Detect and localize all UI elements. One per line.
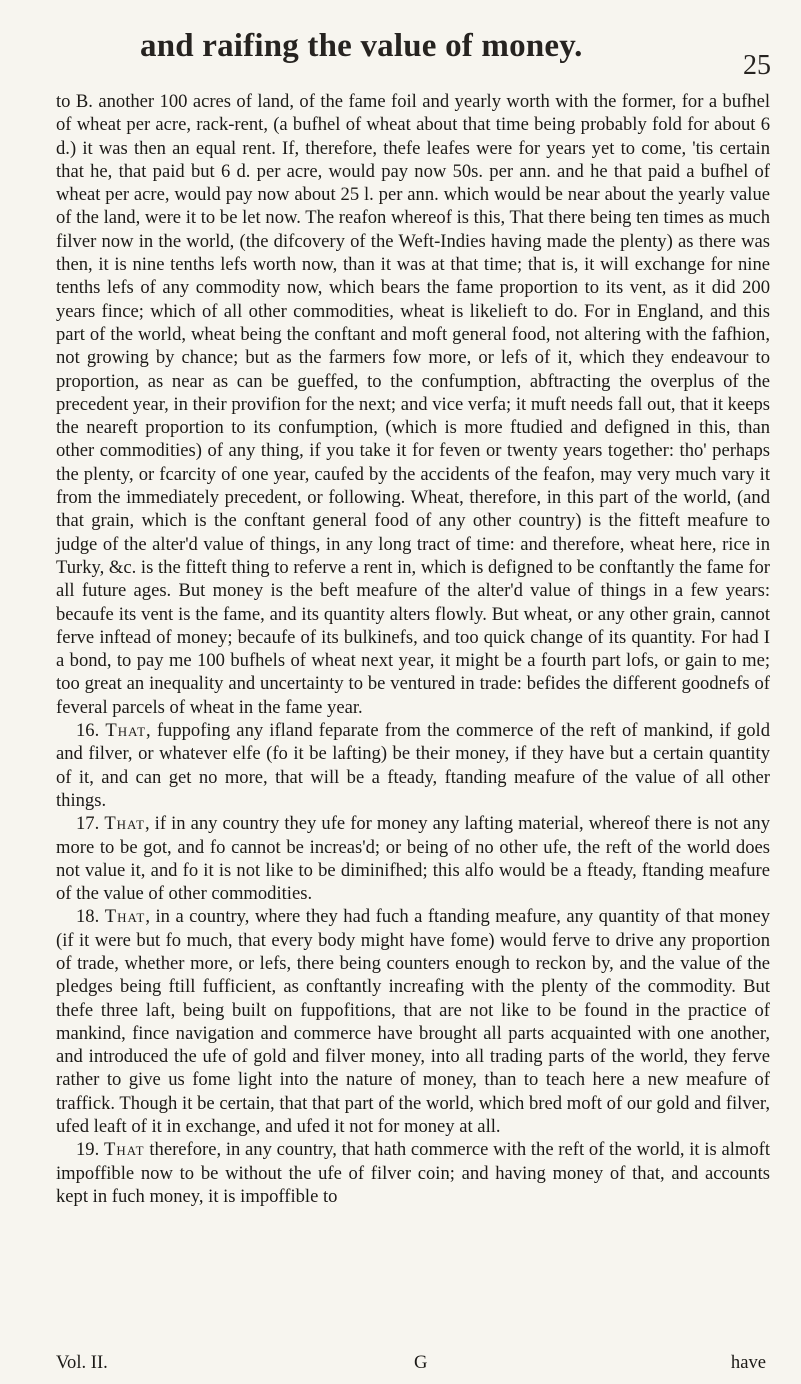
- paragraph-lead: That: [104, 906, 146, 928]
- paragraph-text: therefore, in any country, that hath commerce with the reft of the world, it is almoft impoffible now to be without the ufe of filver coin; and having money of that, and accounts kept in fuch money, it is impoffible to: [56, 1139, 770, 1207]
- paragraph-lead: That: [103, 1139, 145, 1161]
- paragraph-text: to B. another 100 acres of land, of the fame foil and yearly worth with the former, for a bufhel of wheat per acre, rack-rent, (a bufhel of wheat about that time being probably fold for about 6 d.) it was then an equal rent. If, therefore, thefe leafes were for years yet to come, 'tis certain that he, that paid but 6 d. per acre, would pay now 50s. per ann. and he that paid a bufhel of wheat per acre, would pay now about 25 l. per ann. which would be near about the yearly value of the land, were it to be let now. The reafon whereof is this, That there being ten times as much filver now in the world, (the difcovery of the Weft-Indies having made the plenty) as there was then, it is nine tenths lefs worth now, than it was at that time; that is, it will exchange for nine tenths lefs of any commodity now, which bears the fame proportion to its vent, as it did 200 years fince; which of all other commodities, wheat is likelieft to do. For in England, and this part of the world, wheat being the conftant and moft general food, not altering with the fafhion, not growing by chance; but as the farmers fow more, or lefs of it, which they endeavour to proportion, as near as can be gueffed, to the confumption, abftracting the overplus of the precedent year, in their provifion for the next; and vice verfa; it muft needs fall out, that it keeps the neareft proportion to its confumption, (which is more ftudied and defigned in this, than other commodities) of any thing, if you take it for feven or twenty years together: tho' perhaps the plenty, or fcarcity of one year, caufed by the accidents of the feafon, may very much vary it from the immediately precedent, or following. Wheat, therefore, in this part of the world, (and that grain, which is the conftant general food of any other country) is the fitteft meafure to judge of the alter'd value of things, in any long tract of time: and therefore, wheat here, rice in Turky, &c. is the fitteft thing to referve a rent in, which is defigned to be conftantly the fame for all future ages. But money is the beft meafure of the alter'd value of things in a few years: becaufe its vent is the fame, and its quantity alters flowly. But wheat, or any other grain, cannot ferve inftead of money; becaufe of its bulkinefs, and too quick change of its quantity. For had I a bond, to pay me 100 bufhels of wheat next year, it might be a fourth part lofs, or gain to me; too great an inequality and uncertainty to be ventured in trade: befides the different goodnefs of feveral parcels of wheat in the fame year.: [56, 91, 770, 718]
- paragraph-number: 16.: [76, 720, 100, 742]
- paragraph-18: [56, 905, 770, 1138]
- paragraph-16: [56, 719, 770, 812]
- paragraph-19: [56, 1138, 770, 1208]
- catchword: have: [730, 1352, 766, 1373]
- page-number: 25: [743, 50, 771, 81]
- page-footer: [56, 1352, 770, 1376]
- paragraph-number: 19.: [76, 1139, 100, 1161]
- paragraph-text: , if in any country they ufe for money any lafting material, whereof there is not any more to be got, and fo cannot be increas'd; or being of no other ufe, the reft of the world does not value it, and fo it is not like to be diminifhed; this alfo would be a fteady, ftanding meafure of the value of other commodities.: [56, 813, 770, 905]
- paragraph-number: 18.: [76, 906, 100, 928]
- paragraph-text: , fuppofing any ifland feparate from the commerce of the reft of mankind, if gold and filver, or whatever elfe (fo it be lafting) be their money, if they have but a certain quantity of it, and can get no more, that will be a fteady, ftanding meafure of the value of all other things.: [56, 720, 771, 811]
- paragraph-lead: That: [104, 813, 145, 835]
- signature-mark: G: [414, 1352, 428, 1373]
- body-text: [56, 90, 770, 1208]
- paragraph-text: , in a country, where they had fuch a ftanding meafure, any quantity of that money (if it were but fo much, that every body might have fome) would ferve to drive any proportion of trade, whether more, or lefs, there being counters enough to reckon by, and the value of the pledges being ftill fufficient, as conftantly increafing with the plenty of the commodity. But thefe three laft, being built on fuppofitions, that are not like to be found in the practice of mankind, fince navigation and commerce have brought all parts acquainted with one another, and introduced the ufe of gold and filver money, into all trading parts of the world, they ferve rather to give us fome light into the nature of money, than to teach here a new meafure of traffick. Though it be certain, that that part of the world, which bred moft of our gold and filver, ufed leaft of it in exchange, and ufed it not for money at all.: [56, 906, 770, 1138]
- paragraph-17: [56, 812, 770, 905]
- paragraph-lead: That: [105, 720, 147, 742]
- volume-label: Vol. II.: [56, 1352, 108, 1373]
- paragraph-continuation: [56, 90, 770, 719]
- running-head: [0, 28, 801, 82]
- running-title: and raifing the value of money.: [140, 28, 583, 64]
- paragraph-number: 17.: [76, 813, 100, 835]
